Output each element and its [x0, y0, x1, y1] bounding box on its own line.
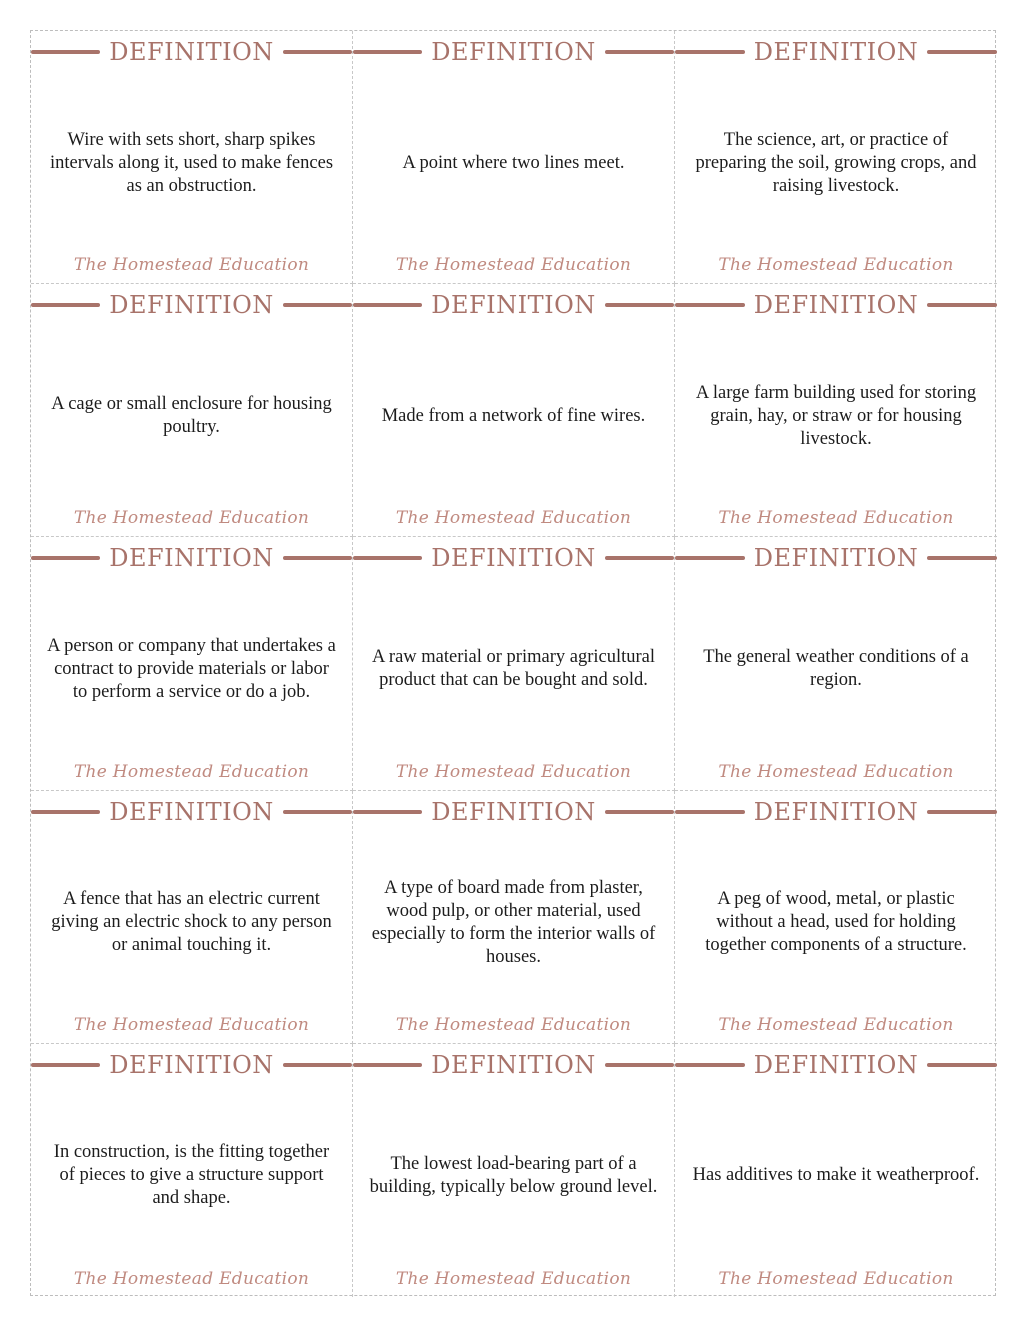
definition-text: In construction, is the fitting together of pieces to give a structure support and shape.: [53, 1142, 330, 1209]
definition-card: [353, 1044, 675, 1297]
brand-signature: The Homestead Education: [73, 1014, 310, 1035]
header-rule-left: [353, 303, 422, 307]
header-rule-right: [283, 810, 352, 814]
definition-card: [675, 537, 997, 790]
definition-text: A cage or small enclosure for housing poultry.: [51, 394, 332, 438]
brand-signature: The Homestead Education: [73, 1268, 310, 1289]
header-rule-left: [353, 1063, 422, 1067]
header-rule-left: [353, 50, 422, 54]
card-heading: DEFINITION: [753, 544, 919, 573]
card-header: [675, 797, 997, 827]
card-heading: DEFINITION: [109, 797, 274, 826]
card-header: [353, 543, 674, 573]
header-rule-right: [605, 810, 674, 814]
header-rule-left: [31, 556, 100, 560]
definition-card: [31, 284, 353, 537]
card-header: [675, 290, 997, 320]
definition-card: [353, 537, 675, 790]
definition-card: [31, 537, 353, 790]
brand-signature: The Homestead Education: [395, 761, 632, 782]
brand-signature: The Homestead Education: [73, 508, 310, 529]
header-rule-left: [353, 556, 422, 560]
definition-text: A type of board made from plaster, wood pulp, or other material, used especially to form the interior walls of houses.: [371, 877, 656, 967]
card-heading: DEFINITION: [109, 291, 274, 320]
card-heading: DEFINITION: [109, 544, 274, 573]
header-rule-left: [31, 1063, 100, 1067]
card-heading: DEFINITION: [431, 38, 596, 66]
card-header: [353, 290, 674, 320]
definition-card: [675, 791, 997, 1044]
brand-signature: The Homestead Education: [395, 255, 632, 276]
brand-signature: The Homestead Education: [718, 761, 954, 782]
header-rule-right: [927, 556, 997, 560]
card-header: [675, 543, 997, 573]
card-header: [31, 290, 352, 320]
card-header: [31, 543, 352, 573]
card-header: [353, 37, 674, 67]
card-heading: DEFINITION: [431, 291, 596, 320]
card-heading: DEFINITION: [753, 38, 919, 66]
definition-card: [353, 284, 675, 537]
definition-card: [675, 1044, 997, 1297]
brand-signature: The Homestead Education: [395, 1014, 632, 1035]
header-rule-right: [927, 810, 997, 814]
header-rule-left: [353, 810, 422, 814]
definition-card: [31, 791, 353, 1044]
definition-text: Made from a network of fine wires.: [381, 405, 646, 426]
card-header: [31, 797, 352, 827]
brand-signature: The Homestead Education: [718, 508, 954, 529]
header-rule-right: [927, 50, 997, 54]
header-rule-left: [31, 303, 100, 307]
header-rule-right: [605, 556, 674, 560]
brand-signature: The Homestead Education: [718, 1014, 954, 1035]
definition-text: The lowest load-bearing part of a building, typically below ground level.: [369, 1153, 658, 1197]
definition-text: A person or company that undertakes a contract to provide materials or labor to perform a service or do a job.: [47, 635, 336, 702]
card-header: [675, 1050, 997, 1080]
brand-signature: The Homestead Education: [73, 761, 310, 782]
definition-text: A peg of wood, metal, or plastic without a head, used for holding together components of a structure.: [705, 889, 967, 956]
header-rule-right: [927, 303, 997, 307]
header-rule-right: [927, 1063, 997, 1067]
card-heading: DEFINITION: [753, 797, 919, 826]
brand-signature: The Homestead Education: [395, 1268, 632, 1289]
header-rule-left: [31, 50, 100, 54]
definition-card: [675, 31, 997, 284]
brand-signature: The Homestead Education: [73, 255, 310, 276]
header-rule-left: [675, 50, 745, 54]
definition-text: Wire with sets short, sharp spikes intervals along it, used to make fences as an obstruction.: [49, 129, 334, 196]
definition-card: [353, 31, 675, 284]
definition-text: A large farm building used for storing grain, hay, or straw or for housing livestock.: [695, 382, 977, 449]
definition-card: [675, 284, 997, 537]
header-rule-left: [675, 810, 745, 814]
definition-text: A raw material or primary agricultural product that can be bought and sold.: [371, 647, 656, 691]
card-header: [31, 37, 352, 67]
card-heading: DEFINITION: [109, 38, 274, 66]
definition-card: [31, 1044, 353, 1297]
header-rule-right: [283, 303, 352, 307]
flashcard-sheet: [30, 30, 996, 1296]
header-rule-right: [283, 1063, 352, 1067]
header-rule-left: [31, 810, 100, 814]
header-rule-right: [283, 50, 352, 54]
definition-text: Has additives to make it weatherproof.: [692, 1165, 980, 1186]
card-heading: DEFINITION: [109, 1050, 274, 1079]
definition-text: The general weather conditions of a region.: [703, 647, 969, 691]
definition-text: A fence that has an electric current giving an electric shock to any person or animal touching it.: [51, 889, 332, 956]
definition-text: The science, art, or practice of preparing the soil, growing crops, and raising livestock.: [695, 129, 977, 196]
header-rule-left: [675, 556, 745, 560]
definition-card: [31, 31, 353, 284]
brand-signature: The Homestead Education: [718, 1268, 954, 1289]
card-header: [353, 1050, 674, 1080]
card-heading: DEFINITION: [753, 291, 919, 320]
card-header: [31, 1050, 352, 1080]
card-heading: DEFINITION: [753, 1050, 919, 1079]
card-header: [353, 797, 674, 827]
header-rule-right: [605, 1063, 674, 1067]
card-heading: DEFINITION: [431, 797, 596, 826]
brand-signature: The Homestead Education: [718, 255, 954, 276]
definition-text: A point where two lines meet.: [402, 152, 625, 173]
card-heading: DEFINITION: [431, 1050, 596, 1079]
header-rule-right: [283, 556, 352, 560]
definition-card: [353, 791, 675, 1044]
header-rule-left: [675, 1063, 745, 1067]
brand-signature: The Homestead Education: [395, 508, 632, 529]
header-rule-right: [605, 50, 674, 54]
header-rule-left: [675, 303, 745, 307]
card-header: [675, 37, 997, 67]
header-rule-right: [605, 303, 674, 307]
card-heading: DEFINITION: [431, 544, 596, 573]
